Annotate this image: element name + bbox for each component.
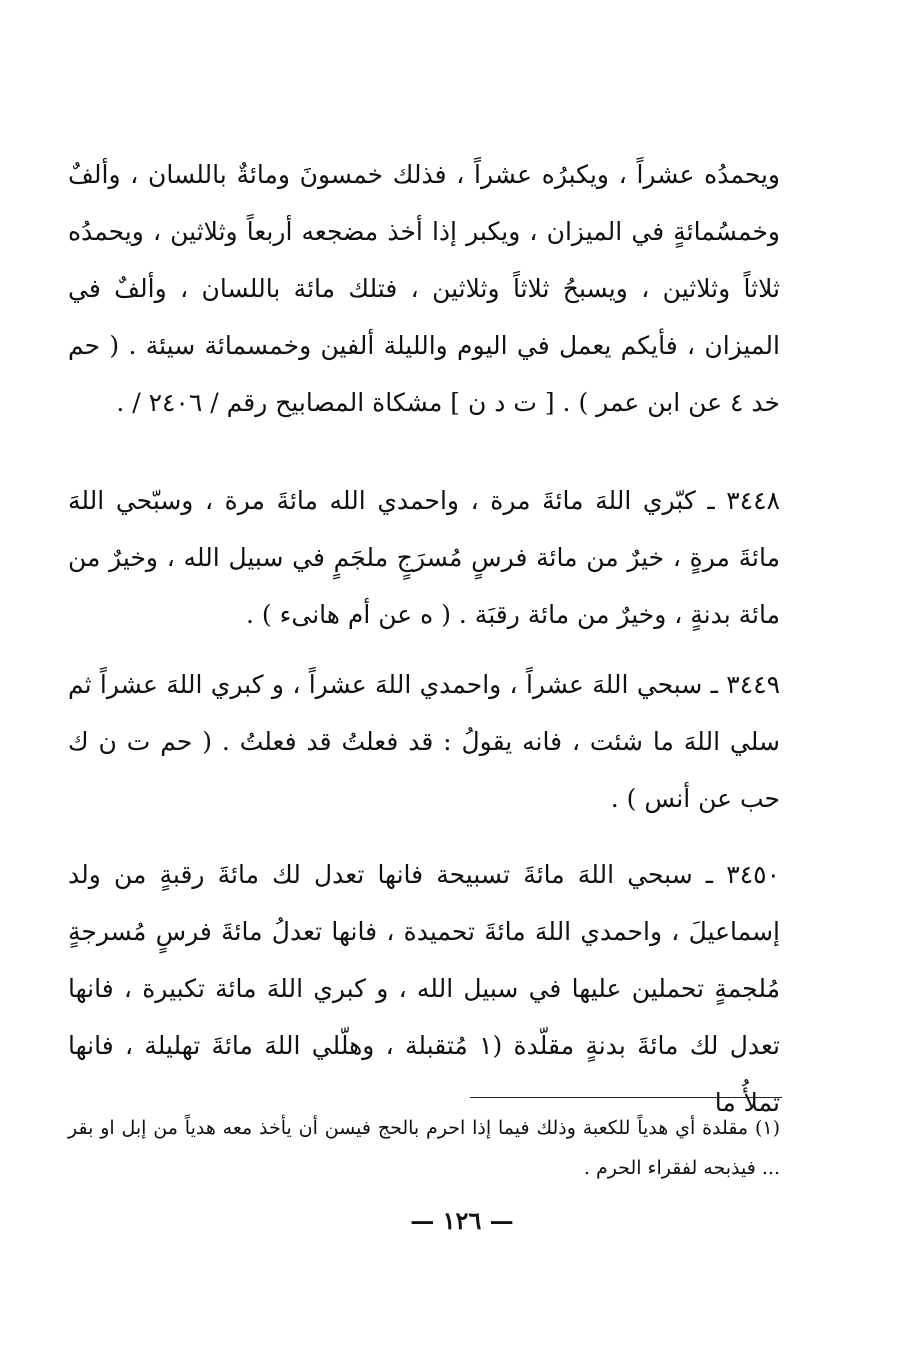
paragraph-hadith-3450: ٣٤٥٠ ـ سبحي اللهَ مائةَ تسبيحة فانها تعدل لك مائةَ رقبةٍ من ولد إسماعيلَ ، واحمدي اللهَ مائةَ تحميدة ، فانها تعدلُ مائةَ فرسٍ مُسرجةٍ مُلجمةٍ تحملين عليها في سبيل الله ، و كبري اللهَ مائة تكبيرة ، فانها تعدل لك مائةَ بدنةٍ مقلّدة (١ مُتقبلة ، وهلّلي اللهَ مائةَ تهليلة ، فانها تملأُ ما: [68, 860, 780, 1117]
footnote-divider: [470, 1097, 782, 1098]
paragraph-hadith-continuation: ويحمدُه عشراً ، ويكبرُه عشراً ، فذلك خمسونَ ومائةٌ باللسان ، وألفٌ وخمسُمائةٍ في الميزان ، ويكبر إذا أخذ مضجعه أربعاً وثلاثين ، ويحمدُه ثلاثاً وثلاثين ، ويسبحُ ثلاثاً وثلاثين ، فتلك مائة باللسان ، وألفٌ في الميزان ، فأيكم يعمل في اليوم والليلة ألفين وخمسمائة سيئة . ( حم خد ٤ عن ابن عمر ) . [ ت د ن ] مشكاة المصابيح رقم / ٢٤٠٦ / .: [68, 160, 780, 417]
page-number: — ١٢٦ —: [410, 1206, 514, 1235]
footnote: (١) مقلدة أي هدياً للكعبة وذلك فيما إذا احرم بالحج فيسن أن يأخذ معه هدياً من إبل او بقر ... فيذبحه لفقراء الحرم .: [68, 1117, 780, 1179]
paragraph-hadith-3449: ٣٤٤٩ ـ سبحي اللهَ عشراً ، واحمدي اللهَ عشراً ، و كبري اللهَ عشراً ثم سلي اللهَ ما شئت ، فانه يقولُ : قد فعلتُ قد فعلتُ . ( حم ت ن ك حب عن أنس ) .: [68, 670, 780, 813]
paragraph-hadith-3448: ٣٤٤٨ ـ كبّري اللهَ مائةَ مرة ، واحمدي الله مائةَ مرة ، وسبّحي اللهَ مائةَ مرةٍ ، خيرٌ من مائة فرسٍ مُسرَجٍ ملجَمٍ في سبيل الله ، وخيرٌ من مائة بدنةٍ ، وخيرٌ من مائة رقبَة . ( ه عن أم هانىء ) .: [68, 486, 780, 629]
